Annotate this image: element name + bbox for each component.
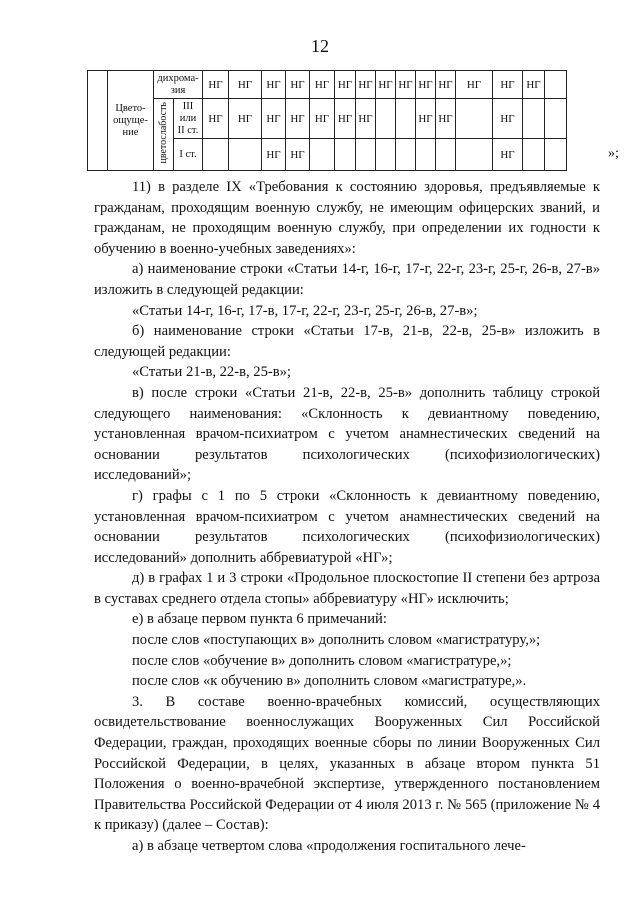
table-cell — [396, 139, 416, 171]
paragraph: а) наименование строки «Статьи 14-г, 16-г, 17-г, 22-г, 23-г, 25-г, 26-в, 27-в» изложить в следующей редакции: — [94, 261, 600, 298]
table-cell — [335, 139, 356, 171]
table-row — [88, 99, 567, 139]
table-cell: НГ — [262, 99, 286, 139]
table-cell — [456, 99, 493, 139]
paragraph: в) после строки «Статьи 21-в, 22-в, 25-в» дополнить таблицу строкой следующего наименования: «Склонность к девиантному поведению, установленная врачом-психиатром с учетом анамнестических сведений на основании результатов психологических (психофизиологических) исследований»; — [94, 384, 600, 484]
table-cell: НГ — [416, 71, 436, 99]
table-cell — [523, 139, 545, 171]
table-cell: НГ — [229, 99, 262, 139]
paragraph: а) в абзаце четвертом слова «продолжения госпитального лече- — [132, 838, 526, 854]
table-cell: НГ — [436, 99, 456, 139]
table-cell: НГ — [335, 99, 356, 139]
paragraph: «Статьи 21-в, 22-в, 25-в»; — [132, 364, 291, 381]
row-label: дихрома- зия — [154, 71, 203, 99]
paragraph: д) в графах 1 и 3 строки «Продольное плоскостопие II степени без артроза в суставах среднего отдела стопы» аббревиатуру «НГ» исключить; — [94, 570, 600, 607]
paragraph: 3. В составе военно-врачебных комиссий, осуществляющих освидетельствование военнослужащих Вооруженных Сил Российской Федерации, граждан, проходящих военные сборы по линии Вооруженных Сил Российской Федерации, в целях, указанных в абзаце втором пункта 51 Положения о военно-врачебной экспертизе, утвержденного постановлением Правительства Российской Федерации от 4 июля 2013 г. № 565 (приложение № 4 к приказу) (далее – Состав): — [94, 693, 600, 834]
table-cell — [229, 139, 262, 171]
table-cell: НГ — [203, 99, 229, 139]
table-cell: НГ — [262, 139, 286, 171]
table-cell: НГ — [286, 99, 310, 139]
table-cell: НГ — [493, 99, 523, 139]
paragraph: г) графы с 1 по 5 строки «Склонность к девиантному поведению, установленная врачом-психиатром с учетом анамнестических сведений на основании результатов психологических (психофизиологических) исследований» дополнить аббревиатурой «НГ»; — [94, 487, 600, 566]
table-cell — [523, 99, 545, 139]
table-cell — [436, 139, 456, 171]
table-spacer-cell — [88, 71, 108, 171]
table-cell: НГ — [286, 139, 310, 171]
table-cell — [310, 139, 335, 171]
table-cell — [545, 71, 567, 99]
table-cell — [545, 99, 567, 139]
group-label: Цвето- ощуще- ние — [108, 71, 154, 171]
table-cell — [396, 99, 416, 139]
table-cell: НГ — [286, 71, 310, 99]
paragraph: после слов «поступающих в» дополнить словом «магистратуру,»; — [132, 632, 541, 649]
table-cell: НГ — [396, 71, 416, 99]
table-cell: НГ — [493, 139, 523, 171]
table-cell — [416, 139, 436, 171]
paragraph: после слов «обучение в» дополнить словом «магистратуре,»; — [132, 652, 512, 669]
table-cell — [456, 139, 493, 171]
table-cell: НГ — [356, 71, 376, 99]
table-cell — [545, 139, 567, 171]
paragraph: «Статьи 14-г, 16-г, 17-в, 17-г, 22-г, 23-г, 25-г, 26-в, 27-в»; — [132, 302, 478, 319]
table-row — [88, 71, 567, 99]
table-cell: НГ — [310, 99, 335, 139]
table-cell: НГ — [376, 71, 396, 99]
table-cell: НГ — [229, 71, 262, 99]
table-cell: НГ — [262, 71, 286, 99]
table-cell — [376, 139, 396, 171]
table-cell: НГ — [203, 71, 229, 99]
table-cell: НГ — [335, 71, 356, 99]
table-cell: НГ — [493, 71, 523, 99]
table-cell: НГ — [310, 71, 335, 99]
paragraph: б) наименование строки «Статьи 17-в, 21-в, 22-в, 25-в» изложить в следующей редакции: — [94, 323, 600, 360]
table-cell: НГ — [436, 71, 456, 99]
sub-label: цветослабость — [154, 99, 174, 171]
row-label: I ст. — [174, 139, 203, 171]
page-number: 12 — [311, 36, 329, 56]
row-label: III или II ст. — [174, 99, 203, 139]
table-cell — [356, 139, 376, 171]
table-closing-mark: »; — [608, 146, 619, 161]
table-cell: НГ — [416, 99, 436, 139]
fitness-table-fragment — [87, 70, 567, 171]
table-cell — [203, 139, 229, 171]
table-cell — [376, 99, 396, 139]
table-cell: НГ — [356, 99, 376, 139]
document-body — [94, 177, 600, 857]
paragraph: после слов «к обучению в» дополнить словом «магистратуре,». — [132, 673, 527, 690]
paragraph: 11) в разделе IX «Требования к состоянию здоровья, предъявляемые к гражданам, проходящим военную службу, не имеющим офицерских званий, и гражданам, не проходящим военную службу, при определении их годности к обучению в военно-учебных заведениях»: — [94, 179, 600, 257]
paragraph: е) в абзаце первом пункта 6 примечаний: — [132, 611, 387, 628]
table-cell: НГ — [523, 71, 545, 99]
table-cell: НГ — [456, 71, 493, 99]
